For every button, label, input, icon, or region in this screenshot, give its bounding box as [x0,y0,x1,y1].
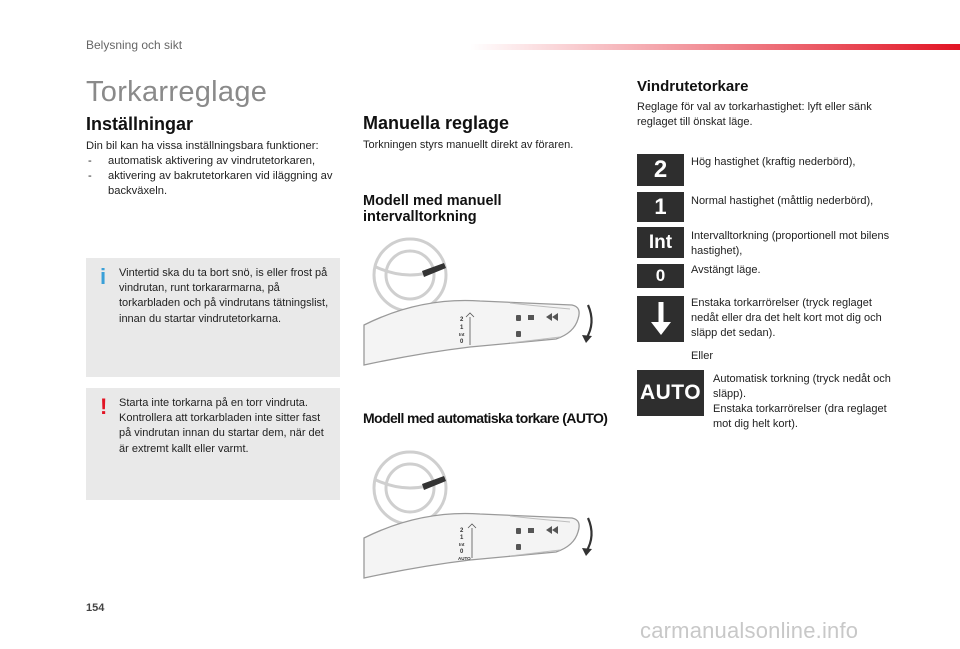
page-title: Torkarreglage [86,76,268,108]
lever-position-0: 0 [460,339,464,345]
heading-installningar: Inställningar [86,114,194,134]
lever-position-2: 2 [460,317,464,323]
installningar-list [86,154,346,199]
lever-position-auto: AUTO [458,556,471,561]
heading-model-interval: Modell med manuell intervalltorkning [363,193,502,225]
heading-manuella-reglage: Manuella reglage [363,113,510,133]
wiper-lever-illustration-auto [360,448,610,588]
speed-2-badge: 2 [637,154,684,186]
down-arrow-icon [637,296,684,342]
page-number: 154 [86,602,105,614]
warning-note-text: Starta inte torkarna på en torr vindruta. Kontrollera att torkarbladen inte sitter fast på vindrutan innan du startar dem, när det är extremt kallt eller varmt. [119,397,324,455]
lever-position-0: 0 [460,549,464,555]
warning-note [86,388,340,500]
speed-1-badge: 1 [637,192,684,222]
heading-vindrutetorkare: Vindrutetorkare [637,78,749,95]
lever-position-int: Int [459,332,465,337]
mode-description: Enstaka torkarrörelser (tryck reglaget nedåt eller dra det helt kort mot dig och släpp det sedan). [691,297,882,339]
eller-label: Eller [691,350,714,362]
installningar-intro: Din bil kan ha vissa inställningsbara funktioner: [86,140,319,152]
info-icon: i [100,264,107,289]
mode-description: Avstängt läge. [691,264,761,276]
heading-model-auto: Modell med automatiska torkare (AUTO) [363,410,608,426]
mode-description: Intervalltorkning (proportionell mot bilens hastighet), [691,230,890,257]
info-note-text: Vintertid ska du ta bort snö, is eller frost på vindrutan, runt torkararmarna, på torkarbladen och på vindrutans tätningslist, innan du startar vindrutetorkarna. [119,267,329,325]
list-item: - aktivering av bakrutetorkaren vid iläggning av backväxeln. [86,169,346,199]
lever-position-2: 2 [460,528,464,534]
section-header: Belysning och sikt [86,38,183,52]
wiper-lever-illustration-manual [360,235,610,375]
mode-description: Normal hastighet (måttlig nederbörd), [691,195,874,207]
auto-description [713,372,898,432]
auto-description-2: Enstaka torkarrörelser (dra reglaget mot dig helt kort). [713,403,887,430]
off-badge: 0 [637,264,684,288]
auto-description-1: Automatisk torkning (tryck nedåt och släpp). [713,373,891,400]
auto-badge: AUTO [637,370,704,416]
lever-position-1: 1 [460,535,464,541]
list-item: - automatisk aktivering av vindrutetorkaren, [86,154,346,169]
manuella-reglage-text: Torkningen styrs manuellt direkt av föraren. [363,139,574,151]
lever-position-int: Int [459,542,465,547]
header-accent-bar [470,44,960,50]
lever-position-1: 1 [460,325,464,331]
warning-icon: ! [100,394,108,419]
info-note [86,258,340,377]
interval-badge: Int [637,227,684,258]
mode-description: Hög hastighet (kraftig nederbörd), [691,156,856,168]
installningar-text [86,139,346,199]
vindrutetorkare-text: Reglage för val av torkarhastighet: lyft eller sänk reglaget till önskat läge. [637,101,872,128]
watermark: carmanualsonline.info [640,618,859,643]
